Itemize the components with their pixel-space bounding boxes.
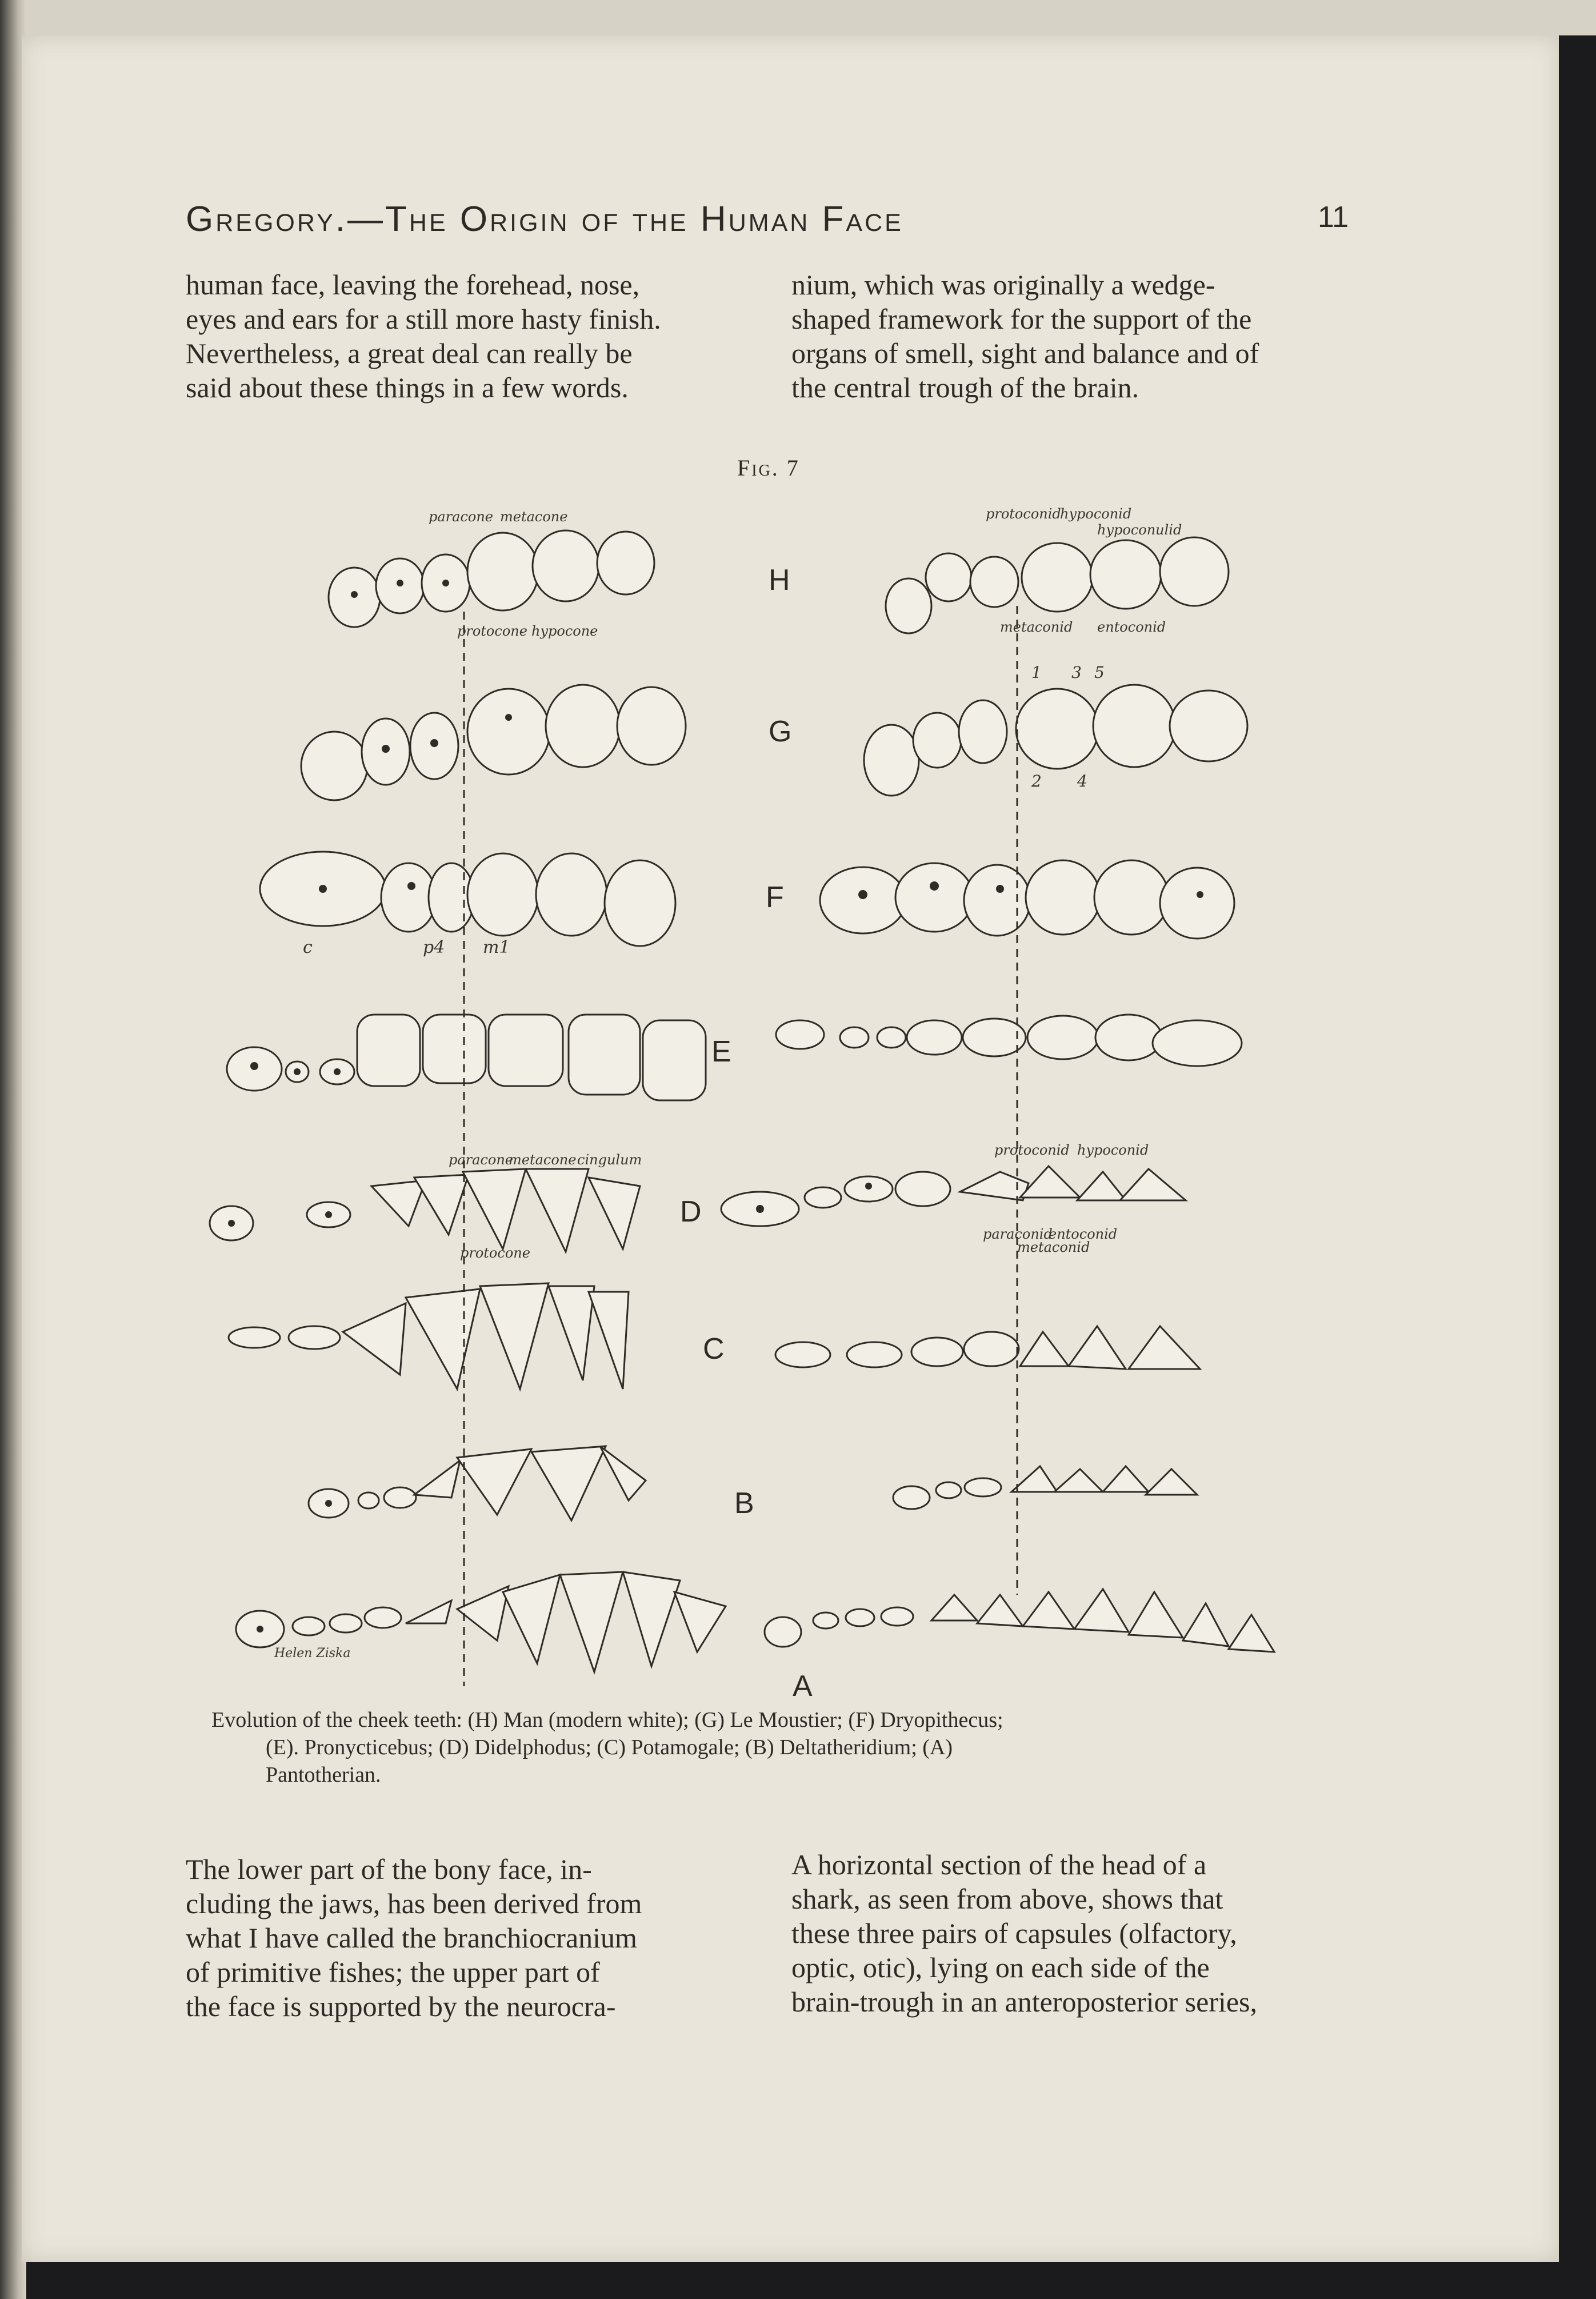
tooth-A-lower-7 (1023, 1592, 1074, 1629)
anno-cingulum-D: cingulum (577, 1152, 642, 1168)
tooth-F-upper-5 (536, 853, 607, 936)
tooth-A-lower-1 (765, 1617, 801, 1647)
tooth-C-upper-7 (589, 1292, 629, 1389)
page-header (186, 193, 1349, 245)
tooth-D-lower-6 (1020, 1166, 1080, 1198)
tooth-A-upper-5 (406, 1600, 451, 1623)
tooth-C-lower-6 (1069, 1326, 1126, 1369)
anno-paracone-H: paracone (429, 509, 494, 525)
row-label-A: A (793, 1670, 813, 1703)
tooth-H-lower-6 (1160, 537, 1229, 606)
caption-line-2: (E). Pronycticebus; (D) Didelphodus; (C) Potamogale; (B) Deltatheridium; (A) (266, 1735, 953, 1759)
anno-c-F: c (303, 937, 313, 957)
tooth-E-lower-6 (1027, 1016, 1098, 1059)
figure-caption (211, 1706, 1346, 1789)
row-label-D: D (680, 1195, 702, 1228)
tooth-E-lower-3 (877, 1027, 906, 1048)
tooth-A-upper-7 (503, 1575, 560, 1663)
tooth-A-upper-3 (330, 1614, 362, 1633)
anno-hypocone-H: hypocone (531, 623, 598, 639)
tooth-A-upper-10 (674, 1592, 726, 1652)
page-number: 11 (1318, 201, 1349, 234)
anno-protoconid-D: protoconid (994, 1142, 1070, 1158)
tooth-A-lower-10 (1183, 1603, 1229, 1646)
tooth-D-upper-7 (589, 1178, 640, 1249)
tooth-G-upper-1 (301, 732, 367, 800)
figure-cheek-teeth (189, 486, 1354, 1721)
tooth-C-lower-3 (911, 1338, 963, 1366)
tooth-B-lower-4 (1011, 1466, 1057, 1492)
tooth-A-lower-9 (1129, 1592, 1183, 1638)
anno-hypoconid-D: hypoconid (1077, 1142, 1149, 1158)
tooth-G-lower-4 (1016, 689, 1098, 769)
tooth-F-lower-3 (964, 865, 1030, 936)
artist-signature: Helen Ziska (274, 1646, 351, 1661)
anno-metacone-D: metacone (509, 1152, 577, 1168)
tooth-E-upper-4 (357, 1015, 420, 1086)
tooth-G-lower-5 (1093, 685, 1175, 767)
facing-page-edge (26, 0, 1596, 35)
tooth-F-upper-6 (605, 860, 675, 946)
tooth-A-upper-4 (365, 1607, 401, 1628)
tooth-H-lower-1 (886, 578, 931, 633)
tooth-G-lower-3 (959, 700, 1007, 763)
tooth-B-lower-7 (1146, 1469, 1197, 1495)
tooth-E-lower-1 (776, 1020, 824, 1049)
tooth-F-upper-4 (467, 853, 538, 936)
tooth-C-lower-2 (847, 1342, 902, 1367)
bottom-left-paragraph: The lower part of the bony face, in- cluding the jaws, has been derived from what I have called the branchiocranium of primitive fishes; the upper part of the face is supported by the neurocra- (186, 1853, 642, 2022)
tooth-H-upper-6 (597, 532, 654, 594)
tooth-B-lower-6 (1103, 1466, 1149, 1492)
tooth-H-lower-2 (926, 553, 971, 601)
tooth-B-lower-3 (965, 1478, 1001, 1496)
tooth-C-upper-6 (549, 1286, 594, 1380)
tooth-G-upper-5 (546, 685, 620, 767)
tooth-A-upper-8 (560, 1572, 623, 1672)
tooth-E-lower-7 (1095, 1015, 1162, 1060)
tooth-G-lower-1 (864, 725, 919, 796)
tooth-G-lower-6 (1170, 691, 1247, 761)
tooth-C-upper-3 (343, 1303, 406, 1375)
running-title: Gregory.—The Origin of the Human Face (186, 199, 903, 239)
tooth-D-lower-8 (1120, 1169, 1186, 1200)
tooth-B-upper-4 (414, 1460, 460, 1498)
anno-cusp-3: 3 (1071, 663, 1082, 682)
tooth-C-upper-4 (406, 1289, 480, 1389)
tooth-E-lower-8 (1153, 1020, 1242, 1066)
top-left-paragraph: human face, leaving the forehead, nose, eyes and ears for a still more hasty finish. Nevertheless, a great deal can really be said about these things in a few words. (186, 269, 661, 404)
tooth-A-lower-4 (881, 1607, 913, 1626)
row-label-C: C (703, 1332, 725, 1366)
tooth-C-lower-1 (775, 1342, 830, 1367)
tooth-D-upper-4 (414, 1175, 469, 1235)
anno-cusp-5: 5 (1094, 663, 1105, 682)
anno-cusp-4: 4 (1077, 772, 1087, 791)
anno-protoconid-H: protoconid (986, 506, 1061, 522)
tooth-E-upper-5 (423, 1015, 486, 1083)
row-label-B: B (734, 1487, 754, 1520)
caption-line-1: Evolution of the cheek teeth: (H) Man (modern white); (G) Le Moustier; (F) Dryopithecus; (211, 1708, 1003, 1732)
tooth-E-lower-2 (840, 1027, 869, 1048)
tooth-B-upper-2 (358, 1492, 379, 1508)
caption-line-3: Pantotherian. (266, 1763, 381, 1787)
tooth-C-lower-7 (1129, 1326, 1200, 1369)
tooth-C-upper-2 (289, 1326, 340, 1349)
row-label-H: H (769, 564, 790, 597)
tooth-E-lower-4 (907, 1020, 962, 1055)
tooth-F-lower-1 (820, 867, 906, 933)
tooth-F-lower-5 (1094, 860, 1169, 935)
tooth-A-lower-3 (846, 1609, 874, 1626)
tooth-B-upper-3 (384, 1487, 416, 1508)
tooth-H-lower-4 (1022, 543, 1093, 612)
tooth-A-lower-5 (931, 1595, 977, 1621)
anno-paraconid-D: paraconid (983, 1226, 1053, 1242)
anno-p4-F: p4 (423, 937, 445, 957)
tooth-E-upper-8 (643, 1020, 706, 1100)
anno-metaconid-D: metaconid (1017, 1239, 1090, 1255)
tooth-B-upper-7 (600, 1446, 646, 1500)
teeth-drawing (189, 486, 1354, 1721)
tooth-D-lower-7 (1077, 1172, 1126, 1200)
tooth-B-lower-2 (936, 1482, 961, 1498)
tooth-G-upper-6 (617, 687, 686, 765)
tooth-C-upper-5 (480, 1283, 549, 1389)
tooth-F-lower-4 (1026, 860, 1100, 935)
tooth-A-lower-2 (813, 1613, 838, 1629)
tooth-B-lower-5 (1054, 1469, 1103, 1492)
row-label-E: E (711, 1035, 731, 1068)
anno-metaconid-H: metaconid (1000, 619, 1073, 635)
tooth-E-upper-6 (489, 1015, 563, 1086)
tooth-A-upper-2 (293, 1617, 325, 1635)
tooth-A-lower-6 (977, 1595, 1023, 1626)
anno-entoconid-D: entoconid (1049, 1226, 1118, 1242)
tooth-D-upper-5 (463, 1169, 526, 1249)
tooth-F-lower-6 (1160, 868, 1234, 939)
tooth-B-upper-5 (457, 1449, 531, 1515)
tooth-C-lower-5 (1020, 1332, 1069, 1366)
top-right-paragraph: nium, which was originally a wedge- shaped framework for the support of the organs of smell, sight and balance and of the central trough of the brain. (791, 269, 1259, 404)
tooth-F-lower-2 (895, 863, 973, 932)
tooth-A-lower-11 (1229, 1615, 1274, 1652)
anno-cusp-2: 2 (1031, 772, 1042, 791)
tooth-C-lower-4 (964, 1332, 1019, 1366)
anno-metacone-H: metacone (500, 509, 568, 525)
anno-protocone-D: protocone (460, 1245, 530, 1261)
tooth-G-lower-2 (913, 713, 961, 768)
tooth-D-lower-4 (895, 1172, 950, 1206)
figure-label: Fig. 7 (737, 455, 800, 481)
anno-protocone-H: protocone (457, 623, 527, 639)
tooth-B-lower-1 (893, 1486, 930, 1509)
tooth-A-upper-9 (623, 1572, 680, 1666)
anno-m1-F: m1 (483, 937, 510, 957)
tooth-A-lower-8 (1074, 1589, 1129, 1632)
tooth-D-upper-3 (371, 1180, 426, 1226)
anno-hypoconid-H: hypoconid (1060, 506, 1132, 522)
tooth-D-lower-5 (960, 1172, 1029, 1200)
anno-entoconid-H: entoconid (1097, 619, 1166, 635)
tooth-D-lower-2 (805, 1187, 841, 1208)
tooth-B-upper-6 (531, 1446, 606, 1520)
row-label-F: F (766, 881, 784, 914)
anno-cusp-1: 1 (1031, 663, 1042, 682)
tooth-H-lower-5 (1090, 540, 1161, 609)
tooth-G-upper-4 (467, 689, 550, 775)
tooth-H-upper-4 (467, 533, 538, 610)
anno-hypoconulid-H: hypoconulid (1097, 522, 1182, 538)
tooth-E-upper-7 (569, 1015, 640, 1095)
anno-paracone-D: paracone (449, 1152, 514, 1168)
bottom-right-paragraph: A horizontal section of the head of a shark, as seen from above, shows that these three pairs of capsules (olfactory, optic, otic), lying on each side of the brain-trough in an anteroposterior series, (791, 1849, 1258, 2018)
tooth-D-upper-6 (526, 1169, 589, 1252)
row-label-G: G (769, 715, 792, 748)
tooth-C-upper-1 (229, 1327, 280, 1348)
tooth-H-lower-3 (970, 557, 1018, 607)
tooth-H-upper-5 (533, 530, 599, 601)
